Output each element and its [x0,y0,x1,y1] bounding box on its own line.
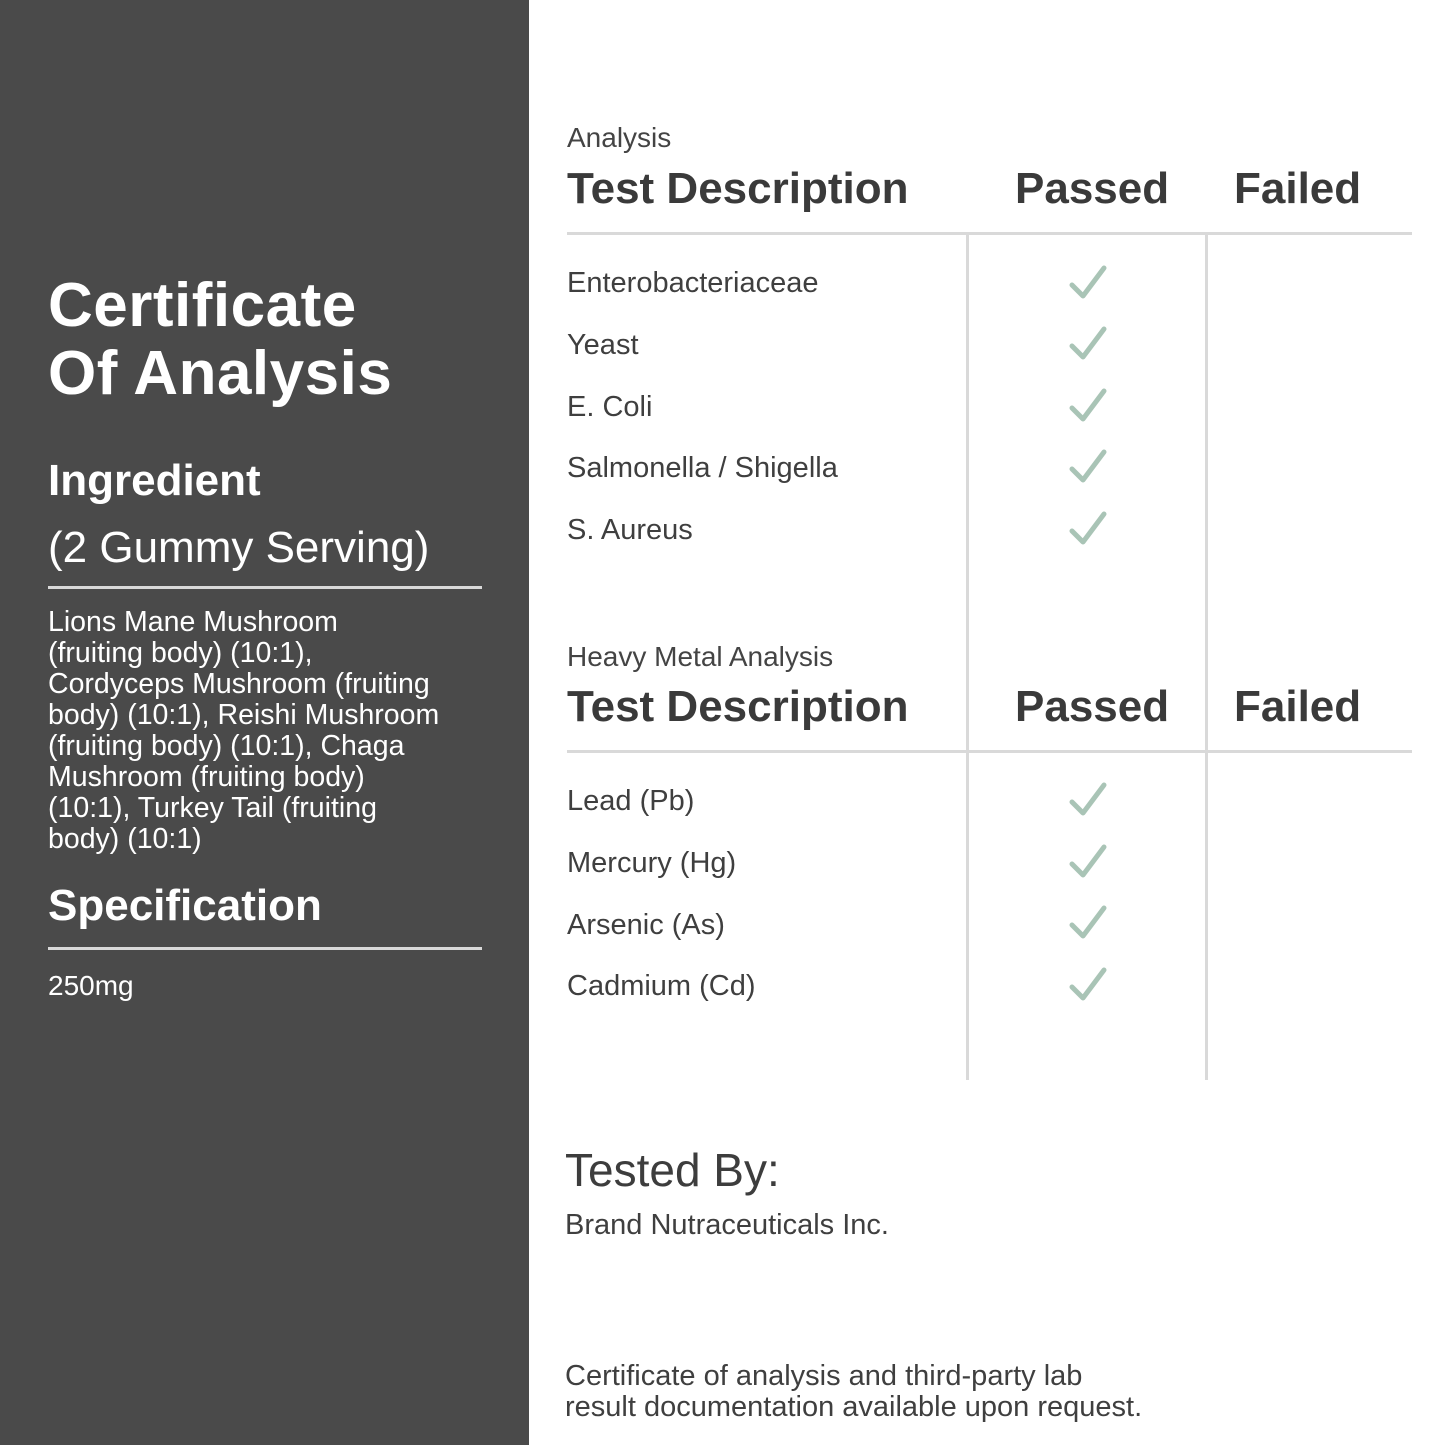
footer-line-2: result documentation available upon request. [565,1391,1143,1423]
analysis-row-label: Salmonella / Shigella [567,452,838,484]
analysis-column-divider [966,234,969,616]
left-panel [0,0,529,1445]
ingredient-line: Lions Mane Mushroom [48,606,338,638]
heavy-metal-header-divider [567,750,1412,753]
ingredient-line: Cordyceps Mushroom (fruiting [48,668,430,700]
specification-heading: Specification [48,881,322,930]
heavy-metal-row-label: Mercury (Hg) [567,847,737,879]
checkmark-icon [1068,842,1108,882]
heavy-metal-row-label: Arsenic (As) [567,909,725,941]
specification-divider [48,947,482,950]
analysis-header-divider [567,232,1412,235]
tested-by-value: Brand Nutraceuticals Inc. [565,1209,889,1241]
checkmark-icon [1068,324,1108,364]
tested-by-heading: Tested By: [565,1144,780,1196]
checkmark-icon [1068,903,1108,943]
footer-line-1: Certificate of analysis and third-party lab [565,1360,1083,1392]
specification-value: 250mg [48,970,134,1001]
ingredient-line: (fruiting body) (10:1), Chaga [48,730,405,762]
title-line-2: Of Analysis [48,339,393,408]
checkmark-icon [1068,263,1108,303]
checkmark-icon [1068,780,1108,820]
checkmark-icon [1068,509,1108,549]
analysis-row-label: Yeast [567,329,639,361]
analysis-section-label: Analysis [567,122,672,153]
heavy-metal-col-passed: Passed [1015,682,1170,731]
analysis-col-test-description: Test Description [567,164,909,213]
footer-note [565,1361,1425,1423]
ingredient-line: (10:1), Turkey Tail (fruiting [48,792,377,824]
analysis-row-label: Enterobacteriaceae [567,267,819,299]
ingredient-line: body) (10:1), Reishi Mushroom [48,699,440,731]
checkmark-icon [1068,447,1108,487]
certificate-title [48,272,508,408]
analysis-col-passed: Passed [1015,164,1170,213]
analysis-col-failed: Failed [1234,164,1362,213]
ingredient-subheading: (2 Gummy Serving) [48,523,430,572]
ingredient-line: body) (10:1) [48,823,202,855]
ingredient-heading: Ingredient [48,456,261,505]
ingredient-divider [48,586,482,589]
heavy-metal-row-label: Lead (Pb) [567,785,695,817]
analysis-column-divider [1205,234,1208,616]
analysis-row-label: S. Aureus [567,514,693,546]
ingredient-line: Mushroom (fruiting body) [48,761,365,793]
ingredient-list [48,607,488,855]
heavy-metal-row-label: Cadmium (Cd) [567,970,756,1002]
ingredient-line: (fruiting body) (10:1), [48,637,313,669]
heavy-metal-section-label: Heavy Metal Analysis [567,641,834,672]
heavy-metal-column-divider [1205,616,1208,1080]
analysis-row-label: E. Coli [567,391,653,423]
checkmark-icon [1068,965,1108,1005]
heavy-metal-col-test-description: Test Description [567,682,909,731]
heavy-metal-column-divider [966,616,969,1080]
heavy-metal-col-failed: Failed [1234,682,1362,731]
title-line-1: Certificate [48,271,357,340]
checkmark-icon [1068,386,1108,426]
